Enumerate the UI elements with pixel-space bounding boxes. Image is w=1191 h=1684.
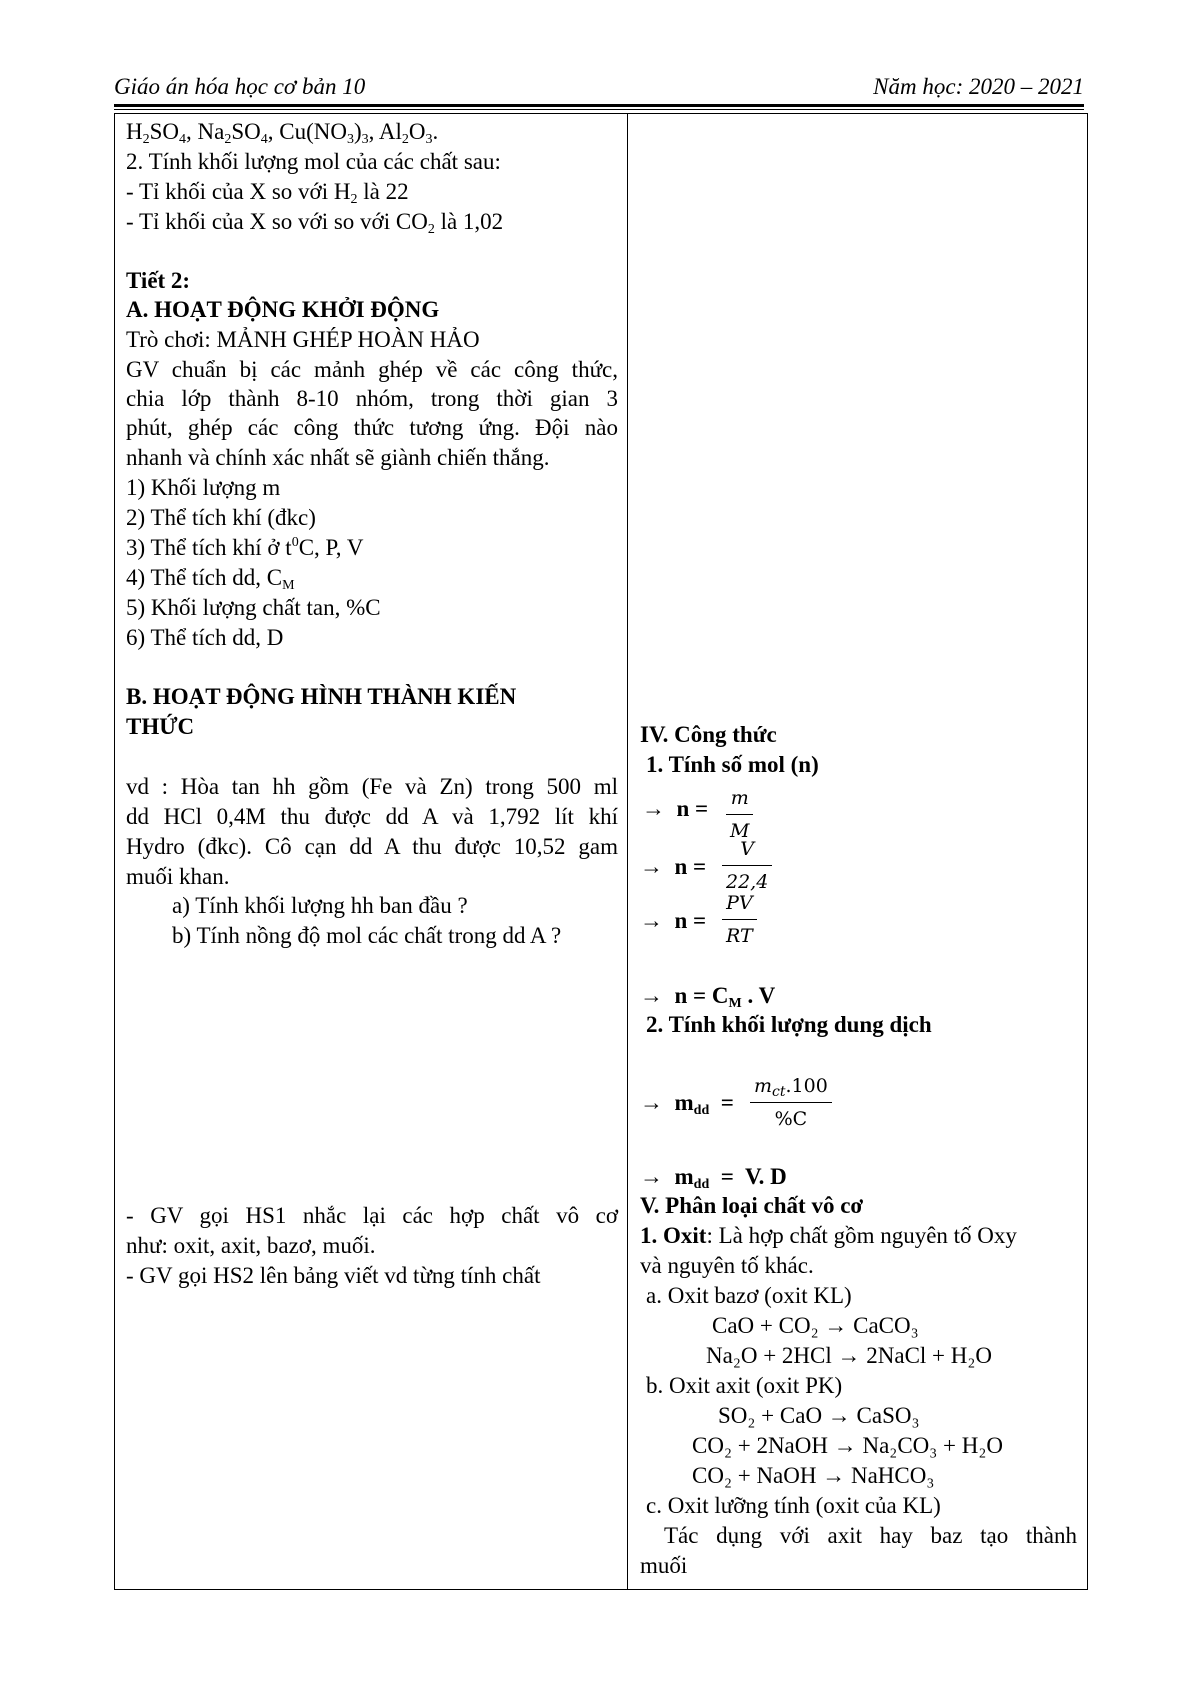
arrow-icon: → [640,1090,663,1115]
oxide-definition: 1. Oxit: Là hợp chất gồm nguyên tố Oxy [640,1223,1017,1248]
formula-n-gas: → n = [640,908,707,933]
fraction-m-over-M: m M [726,783,753,846]
section-b-title: B. HOẠT ĐỘNG HÌNH THÀNH KIẾN [126,684,517,709]
header-rule [114,104,1084,107]
acid-oxide-title: b. Oxit axit (oxit PK) [646,1373,843,1398]
teacher-note-1b: như: oxit, axit, bazơ, muối. [126,1233,376,1258]
game-desc-3: phút, ghép các công thức tương ứng. Đội nào [126,415,618,440]
section-a-title: A. HOẠT ĐỘNG KHỞI ĐỘNG [126,297,440,322]
section-b-title-2: THỨC [126,714,195,739]
example-1: vd : Hòa tan hh gồm (Fe và Zn) trong 500 ml [126,774,618,799]
arrow-icon: → [640,983,663,1008]
formula-n-cm: → $n = C_M$ . V [640,983,776,1011]
arrow-icon: → [640,908,663,933]
reaction-1: CaO + CO₂ → CaCO₃ [712,1313,919,1338]
fraction-V-over-22-4: V 22,4 [722,834,772,897]
reaction-3: SO₂ + CaO → CaSO₃ [718,1403,920,1428]
game-desc-2: chia lớp thành 8-10 nhóm, trong thời gian 3 [126,386,618,411]
question-b: b) Tính nồng độ mol các chất trong dd A ? [172,923,562,948]
oxide-definition-2: và nguyên tố khác. [640,1253,814,1278]
formula-mdd-percent: → $m_{dd}$ = [640,1090,734,1118]
teacher-note-1: - GV gọi HS1 nhắc lại các hợp chất vô cơ [126,1203,618,1228]
task-2a: - Tỉ khối của X so với $H_2$ là 22 [126,179,409,207]
arrow-icon: → [642,796,665,821]
amphoteric-desc-2: muối [640,1553,688,1578]
formula-n-volume: → n = [640,854,707,879]
amphoteric-desc: Tác dụng với axit hay baz tạo thành [664,1523,1077,1548]
header-title: Giáo án hóa học cơ bản 10 [114,74,366,99]
column-divider [627,113,628,1590]
fraction-PV-over-RT: PV RT [722,888,757,951]
game-desc-4: nhanh và chính xác nhất sẽ giành chiến thắng. [126,445,550,470]
reaction-5: CO₂ + NaOH → NaHCO₃ [692,1463,935,1488]
arrow-icon: → [640,1164,663,1189]
task-2b: - Tỉ khối của X so với so với $CO_2$ là 1,02 [126,209,504,237]
subsection-mol: 1. Tính số mol (n) [646,752,819,777]
reaction-2: Na₂O + 2HCl → 2NaCl + H₂O [706,1343,993,1368]
page-header [114,72,1084,102]
formula-n-mass: → n = [642,796,709,821]
task-2: 2. Tính khối lượng mol của các chất sau: [126,149,501,174]
list-item: 3) Thể tích khí ở $t^0C$, P, V [126,535,364,560]
example-4: muối khan. [126,864,230,889]
teacher-note-2: - GV gọi HS2 lên bảng viết vd từng tính chất [126,1263,541,1288]
list-item: 5) Khối lượng chất tan, %C [126,595,381,620]
reaction-4: CO₂ + 2NaOH → Na₂CO₃ + H₂O [692,1433,1003,1458]
fraction-mct-over-C: $m_{ct}.100$ %C [750,1071,832,1134]
basic-oxide-title: a. Oxit bazơ (oxit KL) [646,1283,852,1308]
example-2: dd HCl 0,4M thu được dd A và 1,792 lít khí [126,804,618,829]
subsection-solution-mass: 2. Tính khối lượng dung dịch [646,1012,932,1037]
amphoteric-oxide-title: c. Oxit lưỡng tính (oxit của KL) [646,1493,941,1518]
question-a: a) Tính khối lượng hh ban đầu ? [172,893,468,918]
list-item: 2) Thể tích khí (đkc) [126,505,316,530]
arrow-icon: → [640,854,663,879]
header-rule-thin [114,109,1084,110]
list-item: 6) Thể tích dd, D [126,625,284,650]
period-title: Tiết 2: [126,268,191,293]
formula-mdd-density: → $m_{dd} = V$. D [640,1164,787,1192]
list-item: 1) Khối lượng m [126,475,281,500]
example-3: Hydro (đkc). Cô cạn dd A thu được 10,52 gam [126,834,618,859]
list-item: 4) Thể tích dd, $C_M$ [126,565,295,593]
header-year: Năm học: 2020 – 2021 [873,74,1084,99]
section-v-title: V. Phân loại chất vô cơ [640,1193,864,1218]
formula-list: $H_2SO_4$, $Na_2SO_4$, $Cu(NO_3)_3$, $Al_2O_3$. [126,119,439,147]
game-title: Trò chơi: MẢNH GHÉP HOÀN HẢO [126,327,480,352]
game-desc-1: GV chuẩn bị các mảnh ghép về các công thức, [126,357,618,382]
section-iv-title: IV. Công thức [640,722,777,747]
